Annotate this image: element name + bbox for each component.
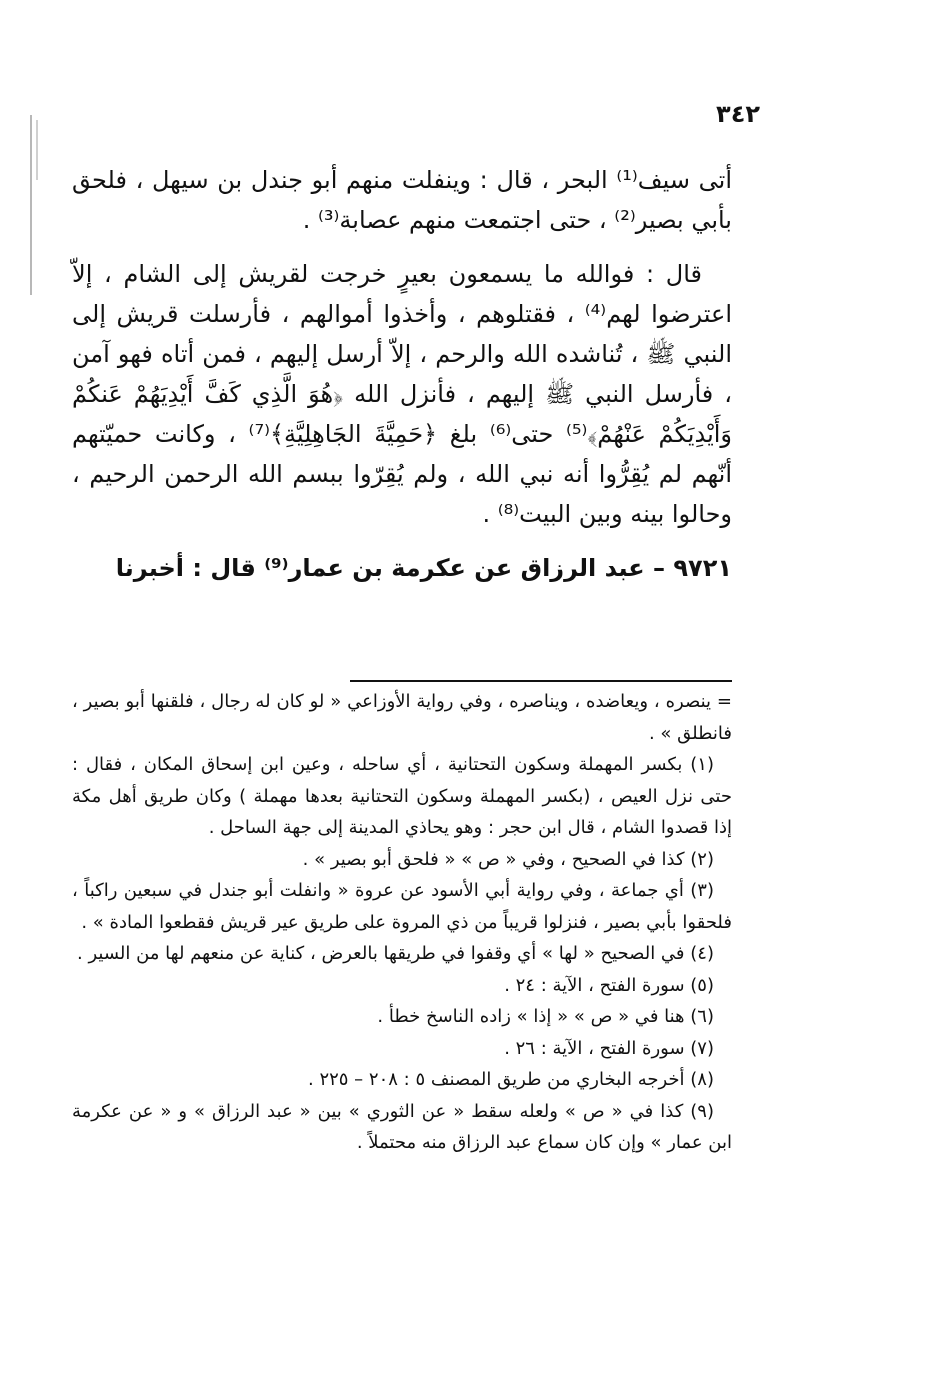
page-number: ٣٤٢ <box>716 100 760 128</box>
footnote-continuation: = ينصره ، ويعاضده ، ويناصره ، وفي رواية الأوزاعي « لو كان له رجال ، فلقنها أبو بصير ، فانطلق » . <box>72 691 732 744</box>
scan-margin-line <box>36 120 38 180</box>
footnote: (٢) كذا في الصحيح ، وفي « ص » « فلحق أبو بصير » . <box>302 848 714 870</box>
footnote: (٥) سورة الفتح ، الآية : ٢٤ . <box>504 974 714 996</box>
footnote-separator <box>350 680 732 682</box>
footnote: (١) بكسر المهملة وسكون التحتانية ، أي ساحله ، وعين ابن إسحاق المكان ، فقال : حتى نزل العيص ، (بكسر المهملة وسكون التحتانية بعدها مهملة ) وكان طريق أهل مكة إذا قصدوا الشام ، قال ابن حجر : وهو يحاذي المدينة إلى جهة الساحل . <box>72 754 732 838</box>
paragraph: أتى سيف⁽¹⁾ البحر ، قال : وينفلت منهم أبو جندل بن سيهل ، فلحق بأبي بصير⁽²⁾ ، حتى اجتمعت منهم عصابة⁽³⁾ . <box>72 166 732 234</box>
footnote: (٣) أي جماعة ، وفي رواية أبي الأسود عن عروة « وانفلت أبو جندل في سبعين راكباً ، فلحقوا بأبي بصير ، فنزلوا قريباً من ذي المروة على طريق عير قريش فقطعوا المادة » . <box>72 880 732 933</box>
footnote: (٦) هنا في « ص » « إذا » زاده الناسخ خطأ . <box>377 1006 714 1027</box>
footnote: (٩) كذا في « ص » ولعله سقط « عن الثوري » بين « عبد الرزاق » و « عن عكرمة ابن عمار » وإن كان سماع عبد الرزاق منه محتملاً . <box>72 1100 732 1153</box>
footnote: (٧) سورة الفتح ، الآية : ٢٦ . <box>504 1037 714 1059</box>
footnote: (٤) في الصحيح « لها » أي وقفوا في طريقها بالعرض ، كناية عن منعهم لها من السير . <box>77 943 714 964</box>
hadith-heading: ٩٧٢١ – عبد الرزاق عن عكرمة بن عمار⁽⁹⁾ قال : أخبرنا <box>115 554 732 582</box>
scan-margin-line <box>30 115 32 295</box>
footnotes <box>72 686 732 1159</box>
paragraph: قال : فوالله ما يسمعون بعيرٍ خرجت لقريش إلى الشام ، إلاّ اعترضوا لهم⁽⁴⁾ ، فقتلوهم ، وأخذوا أموالهم ، فأرسلت قريش إلى النبي ﷺ ، تُناشده الله والرحم ، إلاّ أرسل إليهم ، فمن أتاه فهو آمن ، فأرسل النبي ﷺ إليهم ، فأنزل الله ﴿هُوَ الَّذِي كَفَّ أَيْدِيَهُمْ عَنكُمْ وَأَيْدِيَكُمْ عَنْهُمْ﴾⁽⁵⁾ حتى⁽⁶⁾ بلغ ﴿حَمِيَّةَ الجَاهِلِيَّةِ﴾⁽⁷⁾ ، وكانت حميّتهم أنّهم لم يُقِرُّوا أنه نبي الله ، ولم يُقِرّوا ببسم الله الرحمن الرحيم ، وحالوا بينه وبين البيت⁽⁸⁾ . <box>72 260 733 528</box>
footnote: (٨) أخرجه البخاري من طريق المصنف ٥ : ٢٠٨ – ٢٢٥ . <box>307 1069 714 1090</box>
main-text <box>72 160 732 602</box>
